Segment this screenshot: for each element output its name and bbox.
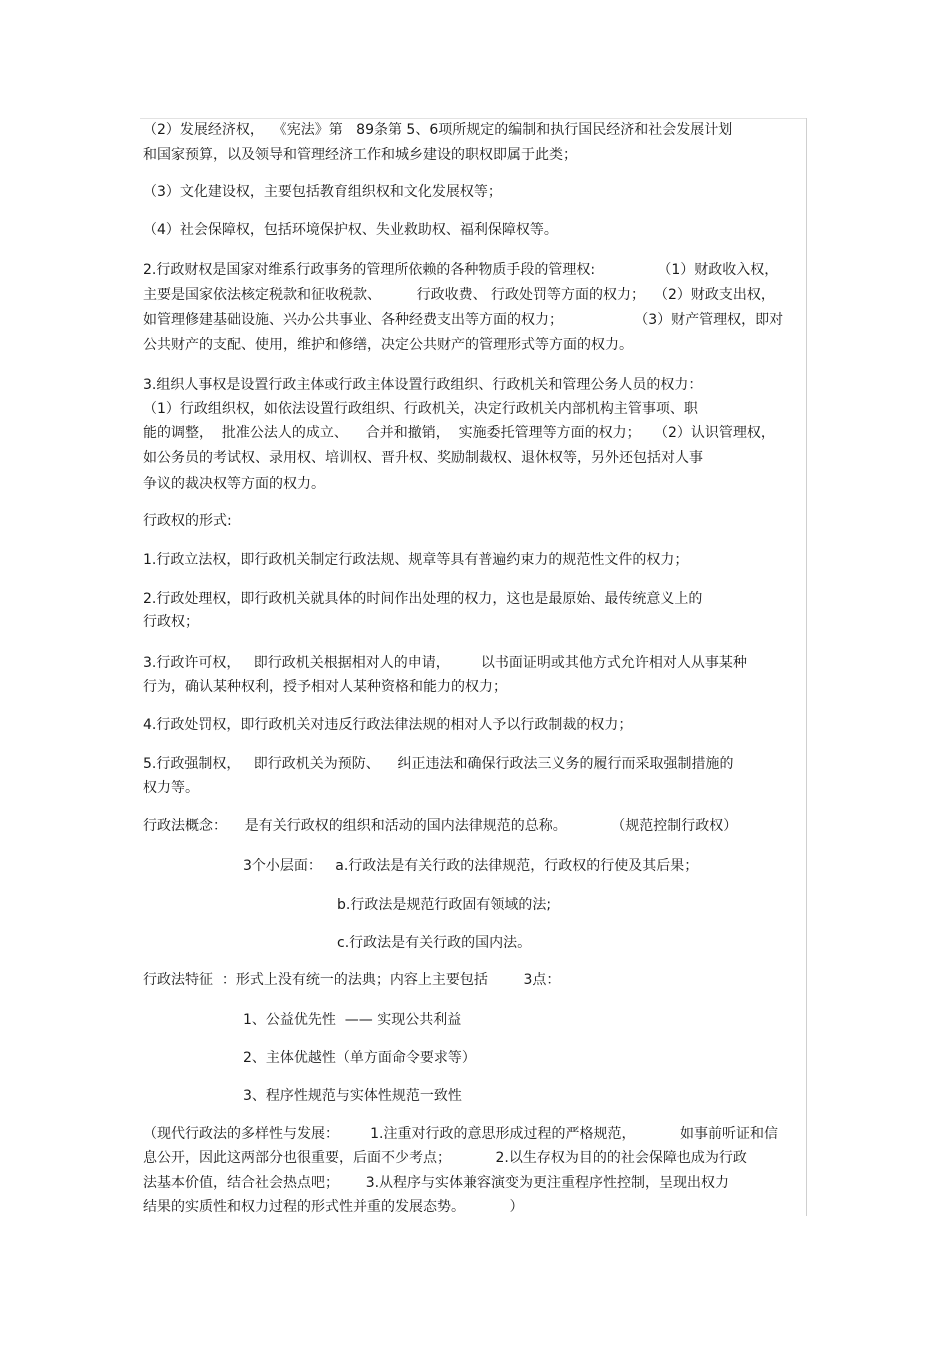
text-line: 法基本价值，结合社会热点吧； 3.从程序与实体兼容演变为更注重程序性控制，呈现出权力 bbox=[143, 1175, 730, 1191]
text-line: 公共财产的支配、使用，维护和修缮，决定公共财产的管理形式等方面的权力。 bbox=[143, 337, 633, 353]
text-line: 如公务员的考试权、录用权、培训权、晋升权、奖励制裁权、退休权等，另外还包括对人事 bbox=[143, 450, 703, 466]
text-line: 3、程序性规范与实体性规范一致性 bbox=[243, 1088, 462, 1104]
text-line: （2）发展经济权， 《宪法》第 89条第 5、6项所规定的编制和执行国民经济和社会发展计划 bbox=[143, 122, 733, 138]
text-line: 5.行政强制权， 即行政机关为预防、 纠正违法和确保行政法三义务的履行而采取强制措施的 bbox=[143, 756, 734, 772]
text-line: 行为，确认某种权利，授予相对人某种资格和能力的权力； bbox=[143, 679, 507, 695]
text-line: b.行政法是规范行政固有领域的法; bbox=[337, 897, 552, 913]
text-line: （3）文化建设权，主要包括教育组织权和文化发展权等； bbox=[143, 184, 502, 200]
text-line: 3.组织人事权是设置行政主体或行政主体设置行政组织、行政机关和管理公务人员的权力： bbox=[143, 377, 703, 393]
text-line: 权力等。 bbox=[143, 780, 199, 796]
text-line: （现代行政法的多样性与发展： 1.注重对行政的意思形成过程的严格规范， 如事前听证和信 bbox=[143, 1126, 779, 1142]
text-line: 1.行政立法权，即行政机关制定行政法规、规章等具有普遍约束力的规范性文件的权力； bbox=[143, 552, 689, 568]
text-line: 能的调整， 批准公法人的成立、 合并和撤销， 实施委托管理等方面的权力； （2）认识管理权， bbox=[143, 425, 775, 441]
text-line: c.行政法是有关行政的国内法。 bbox=[337, 935, 532, 951]
page-right-border bbox=[806, 118, 807, 1216]
text-line: 行政法概念： 是有关行政权的组织和活动的国内法律规范的总称。 （规范控制行政权） bbox=[143, 818, 738, 834]
text-line: 行政权； bbox=[143, 614, 199, 630]
text-line: 息公开，因此这两部分也很重要，后面不少考点； 2.以生存权为目的的社会保障也成为行政 bbox=[143, 1150, 747, 1166]
text-line: 4.行政处罚权，即行政机关对违反行政法律法规的相对人予以行政制裁的权力； bbox=[143, 717, 633, 733]
text-line: 2、主体优越性（单方面命令要求等） bbox=[243, 1050, 476, 1066]
text-line: 如管理修建基础设施、兴办公共事业、各种经费支出等方面的权力； （3）财产管理权，即对 bbox=[143, 312, 784, 328]
text-line: 3.行政许可权， 即行政机关根据相对人的申请， 以书面证明或其他方式允许相对人从事某种 bbox=[143, 655, 747, 671]
text-line: （4）社会保障权，包括环境保护权、失业救助权、福利保障权等。 bbox=[143, 222, 558, 238]
text-line: 3个小层面： a.行政法是有关行政的法律规范，行政权的行使及其后果； bbox=[243, 858, 699, 874]
text-line: 结果的实质性和权力过程的形式性并重的发展态势。 ） bbox=[143, 1199, 524, 1215]
text-line: 行政法特征 ：形式上没有统一的法典；内容上主要包括 3点： bbox=[143, 972, 561, 988]
text-line: 主要是国家依法核定税款和征收税款、 行政收费、 行政处罚等方面的权力； （2）财政支出权， bbox=[143, 287, 775, 303]
page-top-border bbox=[140, 118, 806, 119]
text-line: 行政权的形式: bbox=[143, 513, 232, 529]
text-line: 2.行政财权是国家对维系行政事务的管理所依赖的各种物质手段的管理权: （1）财政收入权， bbox=[143, 262, 779, 278]
text-line: （1）行政组织权，如依法设置行政组织、行政机关，决定行政机关内部机构主管事项、职 bbox=[143, 401, 698, 417]
text-line: 1、公益优先性 —— 实现公共利益 bbox=[243, 1012, 462, 1028]
text-line: 和国家预算，以及领导和管理经济工作和城乡建设的职权即属于此类； bbox=[143, 147, 577, 163]
text-line: 争议的裁决权等方面的权力。 bbox=[143, 476, 325, 492]
text-line: 2.行政处理权，即行政机关就具体的时间作出处理的权力，这也是最原始、最传统意义上的 bbox=[143, 591, 703, 607]
